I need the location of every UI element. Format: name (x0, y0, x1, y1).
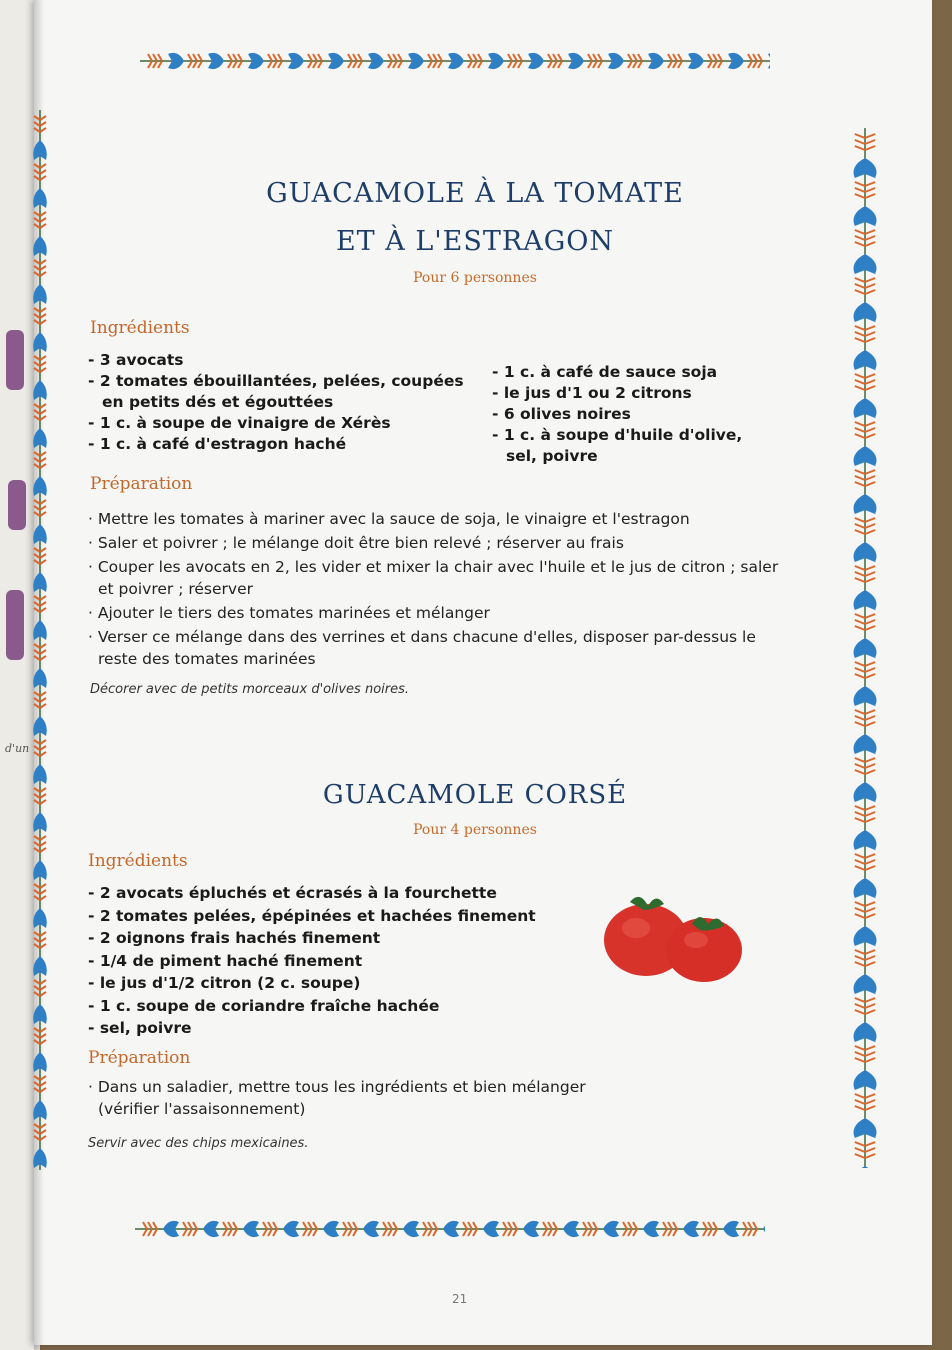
recipe-1-title-line-1: GUACAMOLE À LA TOMATE (266, 178, 684, 209)
recipe-1-ingredients-heading: Ingrédients (90, 318, 190, 338)
illustration-fragment (6, 590, 24, 660)
bottom-tulip-border-icon (135, 1212, 765, 1246)
ingredient-item: - 2 oignons frais hachés finement (88, 929, 381, 947)
preparation-step: · Ajouter le tiers des tomates marinées et mélanger (88, 604, 490, 622)
preparation-step: · Mettre les tomates à mariner avec la sauce de soja, le vinaigre et l'estragon (88, 510, 690, 528)
recipe-2-steps (88, 1076, 628, 1122)
illustration-fragment (8, 480, 26, 530)
ingredient-item: - 1 c. à soupe d'huile d'olive, sel, poivre (492, 426, 743, 465)
ingredient-item: - 2 tomates pelées, épépinées et hachées finement (88, 906, 536, 925)
preparation-step: · Dans un saladier, mettre tous les ingrédients et bien mélanger (vérifier l'assaisonnement) (88, 1078, 586, 1118)
recipe-1-servings: Pour 6 personnes (413, 270, 537, 286)
preparation-step: · Verser ce mélange dans des verrines et dans chacune d'elles, disposer par-dessus le reste des tomates marinées (88, 628, 756, 668)
page-number: 21 (452, 1292, 468, 1306)
ingredient-item: - 1 c. soupe de coriandre fraîche hachée (88, 996, 440, 1015)
recipe-2-servings: Pour 4 personnes (413, 822, 537, 838)
recipe-2-note: Servir avec des chips mexicaines. (88, 1136, 309, 1151)
recipe-2-ingredients (88, 882, 568, 1040)
recipe-1-ingredients-left (88, 350, 468, 455)
ingredient-item: - sel, poivre (88, 1019, 192, 1037)
preparation-step: · Couper les avocats en 2, les vider et mixer la chair avec l'huile et le jus de citron ; saler et poivrer ; réserver (88, 558, 779, 598)
recipe-1-steps (88, 508, 788, 672)
ingredient-item: - le jus d'1 ou 2 citrons (492, 384, 692, 402)
previous-page-text: d'un (5, 742, 30, 755)
ingredient-item: - 1 c. à café d'estragon haché (88, 435, 347, 453)
recipe-1-title-line-2: ET À L'ESTRAGON (335, 226, 615, 257)
ingredient-item: - 2 avocats épluchés et écrasés à la fourchette (88, 884, 497, 902)
recipe-1-preparation-heading: Préparation (90, 474, 193, 494)
preparation-step: · Saler et poivrer ; le mélange doit être bien relevé ; réserver au frais (88, 534, 624, 552)
tomatoes-icon (600, 880, 750, 994)
ingredient-item: - le jus d'1/2 citron (2 c. soupe) (88, 974, 361, 992)
top-tulip-border-icon (140, 44, 770, 78)
recipe-2-preparation-heading: Préparation (88, 1048, 191, 1068)
ingredient-item: - 3 avocats (88, 351, 184, 369)
illustration-fragment (6, 330, 24, 390)
ingredient-item: - 6 olives noires (492, 405, 631, 423)
recipe-1-ingredients-right (492, 362, 772, 467)
ingredient-item: - 1 c. à café de sauce soja (492, 363, 718, 381)
recipe-1-note: Décorer avec de petits morceaux d'olives noires. (90, 682, 410, 697)
ingredient-item: - 2 tomates ébouillantées, pelées, coupées en petits dés et égouttées (88, 372, 464, 411)
ingredient-item: - 1/4 de piment haché finement (88, 951, 363, 970)
recipe-2-ingredients-heading: Ingrédients (88, 851, 188, 871)
left-tulip-border-icon (30, 110, 50, 1170)
recipe-2-title: GUACAMOLE CORSÉ (322, 780, 628, 810)
right-tulip-border-icon (848, 128, 882, 1168)
ingredient-item: - 1 c. à soupe de vinaigre de Xérès (88, 414, 391, 432)
